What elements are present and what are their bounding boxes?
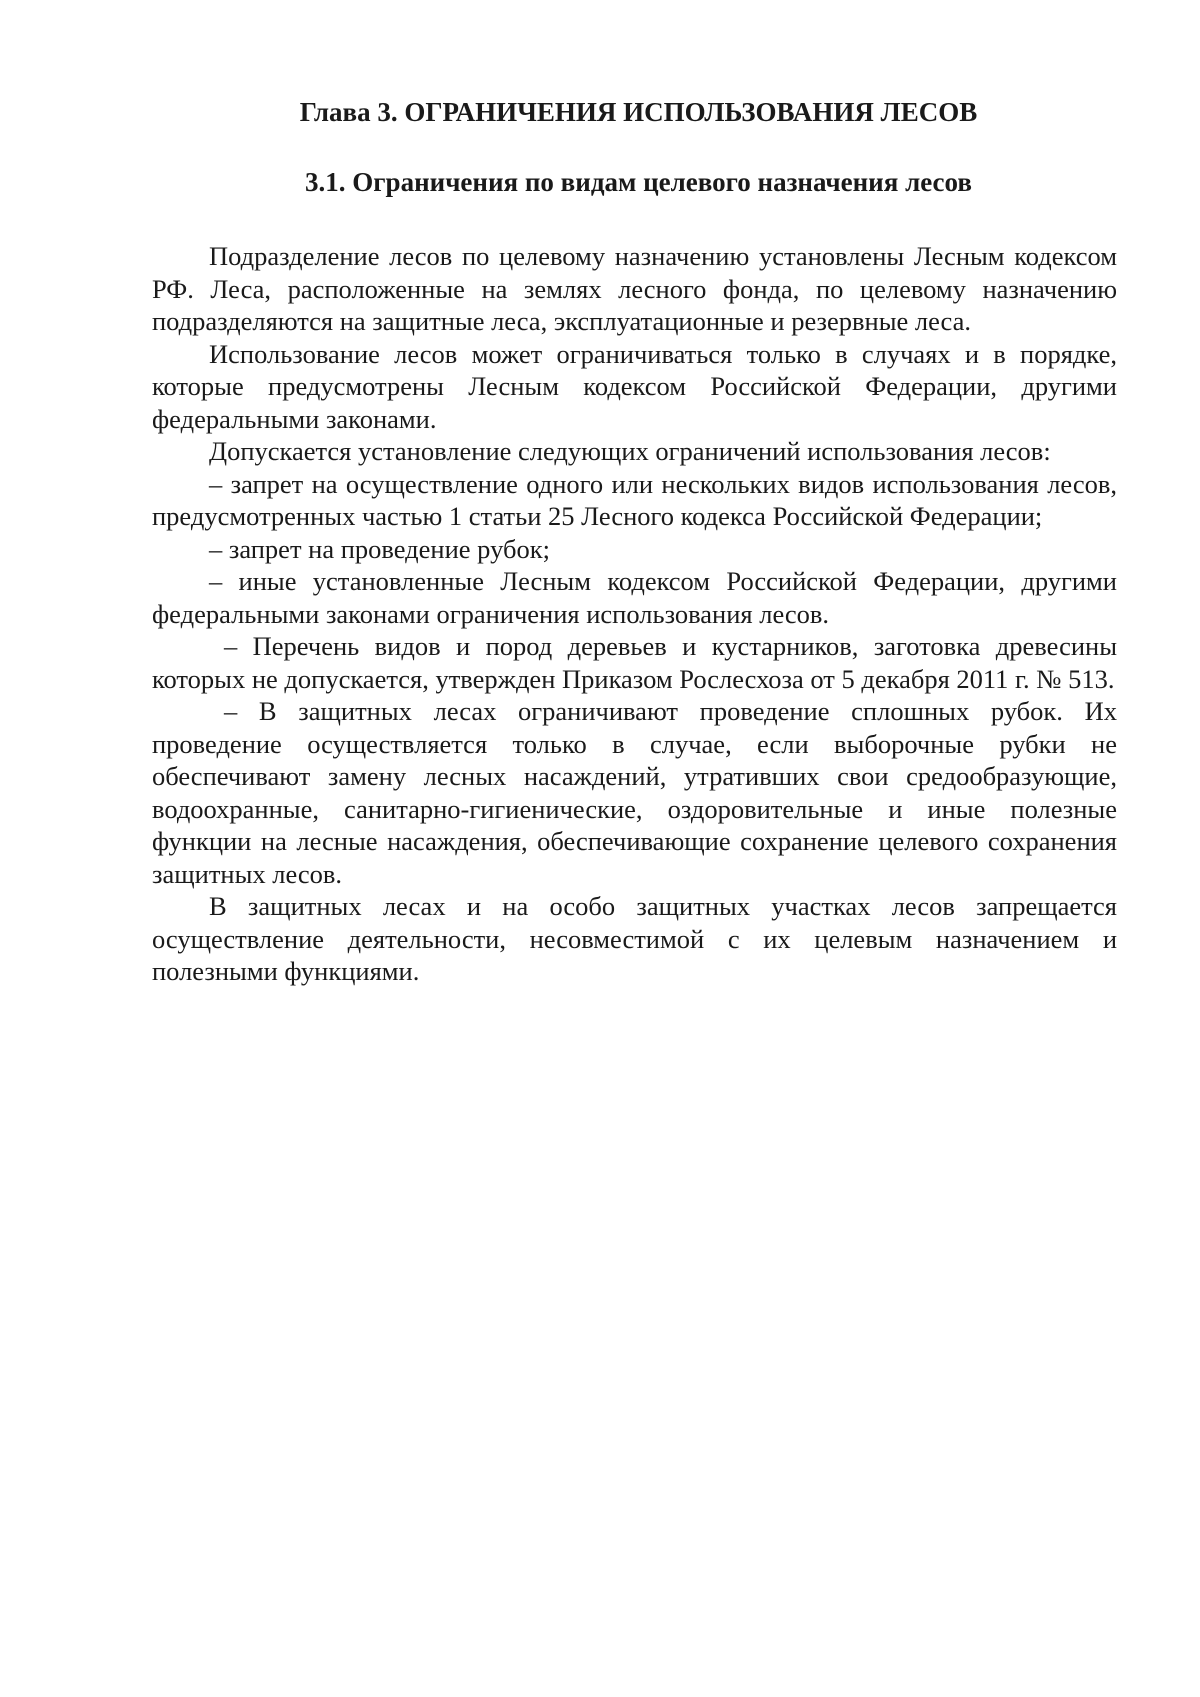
- paragraph-usage-limits: Использование лесов может ограничиваться только в случаях и в порядке, которые предусмотрены Лесным кодексом Российской Федерации, другими федеральными законами.: [152, 338, 1117, 434]
- list-item-clear-cutting: – В защитных лесах ограничивают проведение сплошных рубок. Их проведение осуществляется только в случае, если выборочные рубки не обеспечивают замену лесных насаждений, утративших свои средообразующие, водоохранные, санитарно-гигиенические, оздоровительные и иные полезные функции на лесные насаждения, обеспечивающие сохранение целевого сохранения защитных лесов.: [152, 696, 1117, 889]
- list-item-species-list: – Перечень видов и пород деревьев и кустарников, заготовка древесины которых не допускается, утвержден Приказом Рослесхоза от 5 декабря 2011 г. № 513.: [152, 631, 1117, 694]
- paragraph-allowed-restrictions: Допускается установление следующих ограничений использования лесов:: [209, 436, 1051, 466]
- paragraph-forest-division: Подразделение лесов по целевому назначению установлены Лесным кодексом РФ. Леса, расположенные на землях лесного фонда, по целевому назначению подразделяются на защитные леса, эксплуатационные и резервные леса.: [152, 241, 1117, 336]
- list-item-usage-ban: – запрет на осуществление одного или нескольких видов использования лесов, предусмотренных частью 1 статьи 25 Лесного кодекса Российской Федерации;: [152, 468, 1117, 531]
- chapter-title: Глава 3. ОГРАНИЧЕНИЯ ИСПОЛЬЗОВАНИЯ ЛЕСОВ: [299, 97, 978, 127]
- list-item-other-restrictions: – иные установленные Лесным кодексом Российской Федерации, другими федеральными законами ограничения использования лесов.: [152, 566, 1117, 629]
- section-title: 3.1. Ограничения по видам целевого назначения лесов: [305, 167, 972, 197]
- body-text: [152, 240, 1117, 988]
- list-item-cutting-ban: – запрет на проведение рубок;: [209, 533, 550, 564]
- paragraph-protective-forests: В защитных лесах и на особо защитных участках лесов запрещается осуществление деятельности, несовместимой с их целевым назначением и полезными функциями.: [152, 891, 1117, 986]
- document-page: [152, 96, 1117, 988]
